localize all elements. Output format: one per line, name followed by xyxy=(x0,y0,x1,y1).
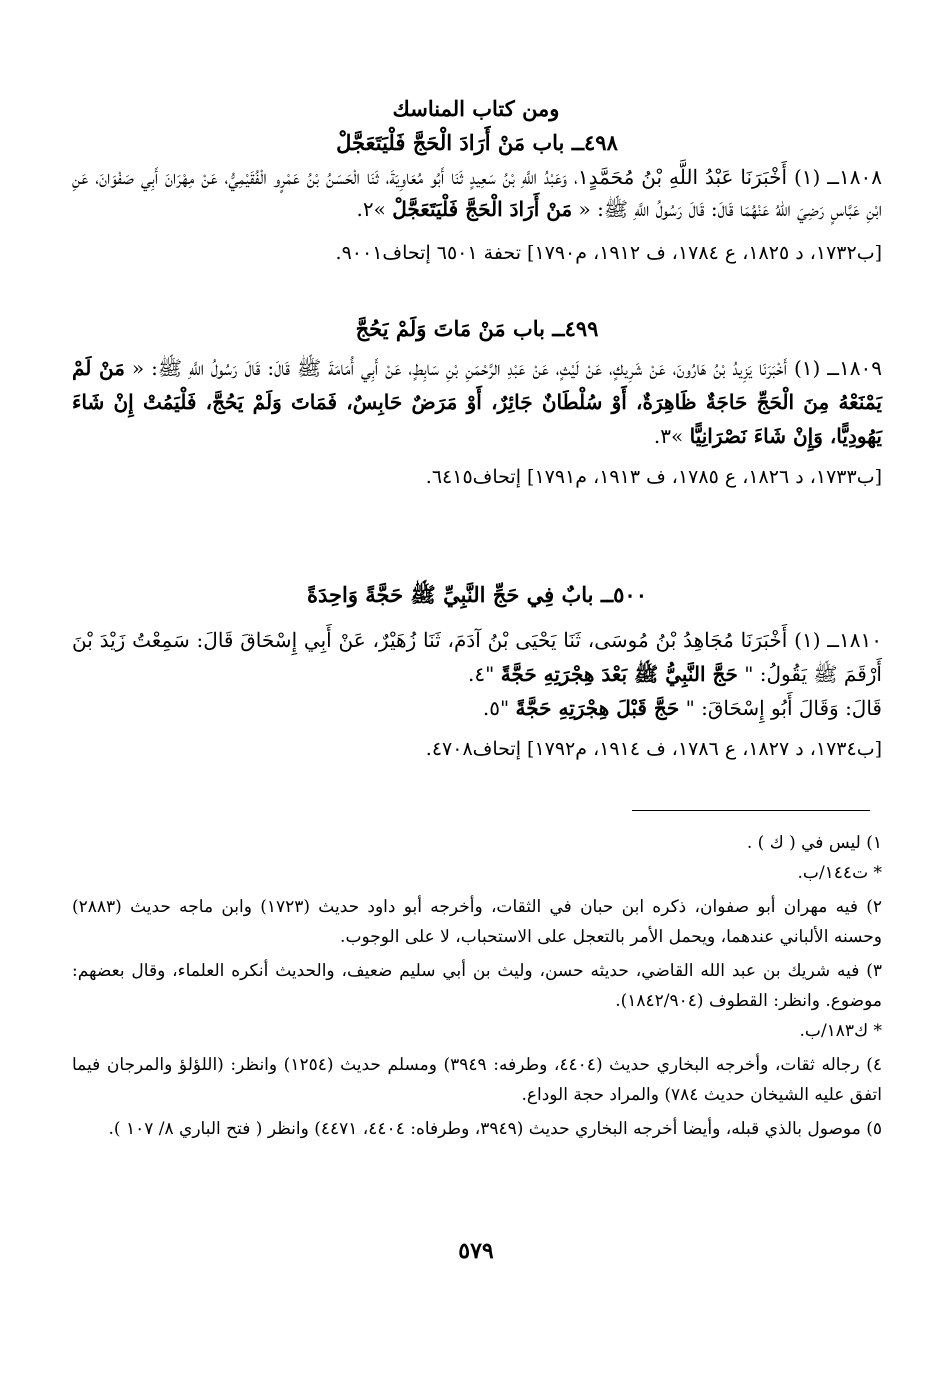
footnote-4: ٤) رجاله ثقات، وأخرجه البخاري حديث (٤٤٠٤، وطرفه: ٣٩٤٩) ومسلم حديث (١٢٥٤) وانظر: (اللؤلؤ والمرجان فيما اتفق عليه الشيخان حديث ٧٨٤) والمراد حجة الوداع. xyxy=(72,1055,882,1105)
footnote-2: ٢) فيه مهران أبو صفوان، ذكره ابن حبان في الثقات، وأخرجه أبو داود حديث (١٧٢٣) وابن ماجه حديث (٢٨٨٣) وحسنه الألباني عندهما، ويحمل الأمر بالتعجل على الاستحباب، لا على الوجوب. xyxy=(72,897,882,947)
hadith-quote: حَجَّ قَبْلَ هِجْرَتِهِ حَجَّةً xyxy=(515,696,680,720)
hadith-end: »٣. xyxy=(653,424,684,448)
footnote-5: ٥) موصول بالذي قبله، وأيضا أخرجه البخاري حديث (٣٩٤٩، وطرفاه: ٤٤٠٤، ٤٤٧١) وانظر ( فتح الباري ٨/ ١٠٧ ). xyxy=(108,1119,882,1139)
hadith-text: ١٨١٠ــ (١) أَخْبَرَنَا مُجَاهِدُ بْنُ مُوسَى، ثَنَا يَحْيَى بْنُ آدَمَ، ثَنَا زُهَيْرٌ، عَنْ أَبِي إِسْحَاقَ قَالَ: سَمِعْتُ زَيْدَ بْنَ أَرْقَمَ ﷺ يَقُولُ: " xyxy=(72,628,882,686)
hadith-text: ١٨٠٩ــ (١) أَخْبَرَنَا يَزِيدُ بْنُ هَارُونَ، عَنْ شَرِيكٍ، عَنْ لَيْثٍ، عَنْ عَبْدِ الرَّحْمَنِ بْنِ سَابِطٍ، عَنْ أَبِي أُمَامَةَ ﷺ قَالَ: قَالَ رَسُولُ اللَّهِ ﷺ: « xyxy=(131,356,882,380)
hadith-references: [ب١٧٣٢، د ١٨٢٥، ع ١٧٨٤، ف ١٩١٢، م١٧٩٠] تحفة ٦٥٠١ إتحاف٩٠٠١. xyxy=(335,242,882,264)
hadith-quote: مَنْ لَمْ يَمْنَعْهُ مِنَ الْحَجِّ حَاجَةٌ ظَاهِرَةٌ، أَوْ سُلْطَانٌ جَائِرٌ، أَوْ مَرَضٌ حَابِسٌ، فَمَاتَ وَلَمْ يَحُجَّ، فَلْيَمُتْ إِنْ شَاءَ يَهُودِيًّا، وَإِنْ شَاءَ نَصْرَانِيًّا xyxy=(72,356,882,448)
hadith-references: [ب١٧٣٤، د ١٨٢٧، ع ١٧٨٦، ف ١٩١٤، م١٧٩٢] إتحاف٤٧٠٨. xyxy=(425,738,882,760)
footnote-marker-k: * ك١٨٣/ب. xyxy=(799,1021,882,1041)
hadith-quote: حَجَّ النَّبِيُّ ﷺ بَعْدَ هِجْرَتِهِ حَجَّةً xyxy=(500,662,738,686)
hadith-text: ١٨٠٨ــ (١) أَخْبَرَنَا عَبْدُ اللَّهِ بْنُ مُحَمَّدٍ١، وَعَبْدُ اللَّهِ بْنُ سَعِيدٍ ثَنَا أَبُو مُعَاوِيَةَ، ثَنَا الْحَسَنُ بْنُ عَمْرٍو الْفُقَيْمِيُّ، عَنْ مِهْرَانَ أَبِي صَفْوَانَ، عَنِ ابْنِ عَبَّاسٍ رَضِيَ اللهُ عَنْهُمَا قَالَ: قَالَ رَسُولُ اللَّهِ ﷺ: « xyxy=(72,165,882,221)
footnote-1: ١) ليس في ( ك ) . xyxy=(746,833,882,853)
footnote-separator xyxy=(632,810,870,811)
chapter-500 xyxy=(72,582,882,763)
hadith-1810-continuation xyxy=(72,691,882,725)
footnotes xyxy=(72,828,882,1144)
chapter-499 xyxy=(72,316,882,491)
footnote-3: ٣) فيه شريك بن عبد الله القاضي، حديثه حسن، وليث بن أبي سليم ضعيف، والحديث أنكره العلماء، وقال بعضهم: موضوع. وانظر: القطوف (١٨٤٢/٩٠٤). xyxy=(72,961,882,1011)
chapter-title: ٤٩٨ــ باب مَنْ أَرَادَ الْحَجَّ فَلْيَتَعَجَّلْ xyxy=(336,130,618,155)
hadith-quote: مَنْ أَرَادَ الْحَجَّ فَلْيَتَعَجَّلْ xyxy=(392,197,573,221)
footnote-marker-t: * ت١٤٤/ب. xyxy=(797,863,882,883)
section-title: ومن كتاب المناسك xyxy=(392,96,560,121)
hadith-1810 xyxy=(72,623,882,691)
hadith-1808 xyxy=(72,161,882,225)
hadith-end: "٤. xyxy=(468,662,495,686)
hadith-1809 xyxy=(72,351,882,453)
chapter-title: ٤٩٩ــ باب مَنْ مَاتَ وَلَمْ يَحُجَّ xyxy=(355,316,599,341)
page-number: ٥٧٩ xyxy=(458,1238,494,1264)
hadith-references: [ب١٧٣٣، د ١٨٢٦، ع ١٧٨٥، ف ١٩١٣، م١٧٩١] إتحاف٦٤١٥. xyxy=(425,466,882,488)
chapter-498 xyxy=(72,130,882,267)
hadith-end: »٢. xyxy=(356,197,386,221)
chapter-title: ٥٠٠ــ بابٌ فِي حَجِّ النَّبِيِّ ﷺ حَجَّةً وَاحِدَةً xyxy=(307,582,647,607)
hadith-end: "٥. xyxy=(482,696,510,720)
hadith-text: قَالَ: وَقَالَ أَبُو إِسْحَاقَ: " xyxy=(685,696,882,720)
